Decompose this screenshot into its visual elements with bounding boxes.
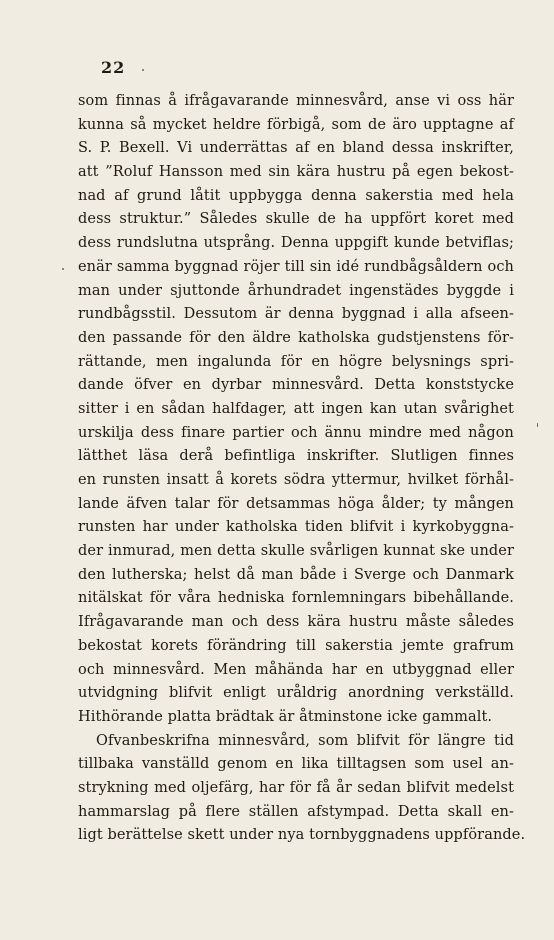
text-line: Hithörande platta brädtak är åtminstone icke gammalt. (78, 708, 493, 725)
text-line: strykning med oljefärg, har för få år sedan blifvit medelst (78, 779, 514, 796)
body-text (78, 90, 526, 848)
text-line: rättande, men ingalunda för en högre belysnings spri- (78, 353, 514, 370)
text-line: runsten har under katholska tiden blifvit i kyrkobyggna- (78, 519, 514, 536)
text-line: hammarslag på flere ställen afstympad. Detta skall en- (78, 803, 514, 820)
text-line: att ”Roluf Hansson med sin kära hustru på egen bekost- (78, 164, 514, 181)
page-number: 22 (101, 58, 126, 77)
text-line: bekostat korets förändring till sakerstia jemte grafrum (78, 637, 514, 654)
paper-speck (142, 69, 144, 71)
text-line: lande äfven talar för detsammas höga ålder; ty mången (78, 495, 514, 512)
text-line: kunna så mycket heldre förbigå, som de äro upptagne af (78, 116, 514, 133)
text-line: den lutherska; helst då man både i Sverge och Danmark (78, 566, 514, 583)
paper-speck (537, 423, 538, 427)
text-line: enär samma byggnad röjer till sin idé rundbågsåldern och (78, 258, 514, 275)
text-line: dess struktur.” Således skulle de ha uppfört koret med (78, 211, 514, 228)
text-line: en runsten insatt å korets södra yttermur, hvilket förhål- (78, 472, 514, 488)
text-line: Ofvanbeskrifna minnesvård, som blifvit för längre tid (96, 732, 514, 749)
text-line: lätthet läsa derå befintliga inskrifter. Slutligen finnes (78, 448, 514, 465)
text-line: som finnas å ifrågavarande minnesvård, anse vi oss här (78, 93, 514, 109)
text-line: man under sjuttonde århundradet ingenstädes byggde i (78, 282, 514, 299)
text-line: dande öfver en dyrbar minnesvård. Detta konststycke (78, 377, 514, 394)
text-line: rundbågsstil. Dessutom är denna byggnad i alla afseen- (78, 306, 514, 323)
text-line: och minnesvård. Men måhända har en utbyggnad eller (78, 661, 514, 678)
text-line: nad af grund låtit uppbygga denna sakerstia med hela (78, 187, 514, 204)
text-line: den passande för den äldre katholska gudstjenstens för- (78, 329, 514, 346)
text-line: dess rundslutna utsprång. Denna uppgift kunde betviflas; (78, 235, 514, 252)
text-line: ligt berättelse skett under nya tornbyggnadens uppförande. (78, 827, 526, 844)
text-line: urskilja dess finare partier och ännu mindre med någon (78, 424, 514, 441)
text-line: utvidgning blifvit enligt uråldrig anordning verkställd. (78, 685, 514, 702)
text-line: der inmurad, men detta skulle svårligen kunnat ske under (78, 543, 514, 560)
paper-speck (62, 268, 64, 270)
text-line: S. P. Bexell. Vi underrättas af en bland dessa inskrifter, (78, 140, 514, 157)
text-line: sitter i en sådan halfdager, att ingen kan utan svårighet (78, 400, 514, 417)
text-line: nitälskat för våra hedniska fornlemningars bibehållande. (78, 590, 514, 607)
text-line: Ifrågavarande man och dess kära hustru måste således (78, 614, 514, 631)
text-line: tillbaka vanställd genom en lika tilltagsen som usel an- (78, 756, 514, 773)
